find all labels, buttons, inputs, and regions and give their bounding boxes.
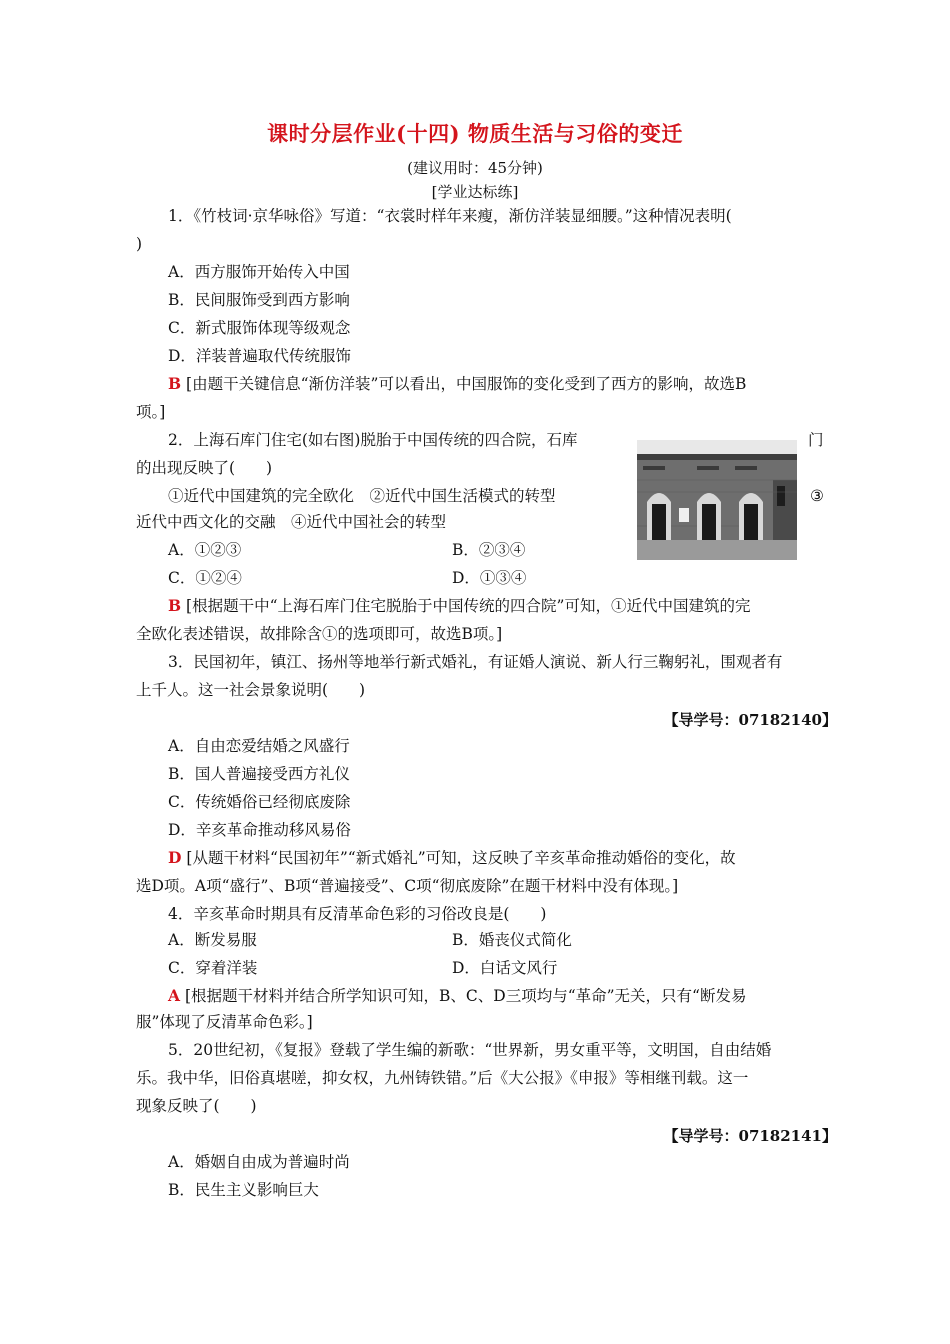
q3-reference-number: 【导学号：07182140】 (663, 711, 837, 729)
q4-option-c: C．穿着洋装 (168, 959, 258, 977)
q2-statements-line2: 近代中西文化的交融 ④近代中国社会的转型 (136, 513, 447, 531)
q1-stem-line2: ) (136, 235, 143, 253)
q3-stem-line1: 3．民国初年，镇江、扬州等地举行新式婚礼，有证婚人演说、新人行三鞠躬礼，围观者有 (168, 653, 783, 671)
q3-option-d: D．辛亥革命推动移风易俗 (168, 821, 351, 839)
page-title: 课时分层作业(十四) 物质生活与习俗的变迁 (267, 121, 683, 146)
q2-stem-line1: 2．上海石库门住宅(如右图)脱胎于中国传统的四合院，石库 (168, 431, 578, 449)
q2-explanation-line2: 全欧化表述错误，故排除含①的选项即可，故选B项。] (136, 625, 503, 643)
shikumen-building-image (637, 440, 797, 560)
q2-answer: B (168, 596, 182, 615)
section-heading: [学业达标练] (431, 183, 519, 201)
q3-option-a: A．自由恋爱结婚之风盛行 (168, 737, 350, 755)
q2-option-a: A．①②③ (168, 541, 242, 559)
q2-option-b: B．②③④ (452, 541, 526, 559)
q4-explanation (168, 986, 746, 1006)
q2-stem-line2: 的出现反映了( ) (136, 459, 273, 477)
q3-explanation (168, 848, 736, 868)
q4-option-d: D．白话文风行 (452, 959, 558, 977)
q3-answer: D (168, 848, 182, 867)
q3-explanation-line2: 选D项。A项“盛行”、B项“普遍接受”、C项“彻底废除”在题干材料中没有体现。] (136, 877, 679, 895)
q2-statements-line1: ①近代中国建筑的完全欧化 ②近代中国生活模式的转型 (168, 487, 556, 505)
q1-explanation-line2: 项。] (136, 403, 166, 421)
q5-stem-line2: 乐。我中华，旧俗真堪嗟，抑女权，九州铸铁错。”后《大公报》《申报》等相继刊载。这一 (136, 1069, 749, 1087)
q3-explanation-line1: [从题干材料“民国初年”“新式婚礼”可知，这反映了辛亥革命推动婚俗的变化，故 (186, 849, 736, 867)
q4-answer: A (168, 986, 181, 1005)
q2-option-c: C．①②④ (168, 569, 242, 587)
q1-explanation-line1: [由题干关键信息“渐仿洋装”可以看出，中国服饰的变化受到了西方的影响，故选B (186, 375, 747, 393)
q5-stem-line1: 5．20世纪初，《复报》登载了学生编的新歌：“世界新，男女重平等，文明国，自由结婚 (168, 1041, 772, 1059)
q1-option-c: C．新式服饰体现等级观念 (168, 319, 351, 337)
q2-statements-line1-tail: ③ (810, 487, 824, 505)
q1-answer: B (168, 374, 182, 393)
q2-explanation (168, 596, 750, 616)
q2-explanation-line1: [根据题干中“上海石库门住宅脱胎于中国传统的四合院”可知，①近代中国建筑的完 (186, 597, 751, 615)
q5-stem-line3: 现象反映了( ) (136, 1097, 257, 1115)
q4-option-b: B．婚丧仪式简化 (452, 931, 572, 949)
time-note: (建议用时：45分钟) (407, 159, 543, 177)
q5-option-a: A．婚姻自由成为普遍时尚 (168, 1153, 350, 1171)
q5-option-b: B．民生主义影响巨大 (168, 1181, 319, 1199)
q3-stem-line2: 上千人。这一社会景象说明( ) (136, 681, 366, 699)
shikumen-photo (637, 440, 797, 560)
q1-option-d: D．洋装普遍取代传统服饰 (168, 347, 351, 365)
q5-reference-number: 【导学号：07182141】 (663, 1127, 837, 1145)
q2-option-d: D．①③④ (452, 569, 527, 587)
q2-stem-line1-tail: 门 (808, 431, 824, 449)
q4-option-a: A．断发易服 (168, 931, 257, 949)
q4-stem: 4．辛亥革命时期具有反清革命色彩的习俗改良是( ) (168, 905, 547, 923)
q3-option-c: C．传统婚俗已经彻底废除 (168, 793, 351, 811)
q3-option-b: B．国人普遍接受西方礼仪 (168, 765, 350, 783)
q4-explanation-line1: [根据题干材料并结合所学知识可知，B、C、D三项均与“革命”无关，只有“断发易 (184, 987, 747, 1005)
q1-explanation (168, 374, 746, 394)
q4-explanation-line2: 服”体现了反清革命色彩。] (136, 1013, 313, 1031)
q1-stem-line1: 1．《竹枝词·京华咏俗》写道：“衣裳时样年来瘦，渐仿洋装显细腰。”这种情况表明( (168, 207, 732, 225)
q1-option-b: B．民间服饰受到西方影响 (168, 291, 350, 309)
q1-option-a: A．西方服饰开始传入中国 (168, 263, 350, 281)
